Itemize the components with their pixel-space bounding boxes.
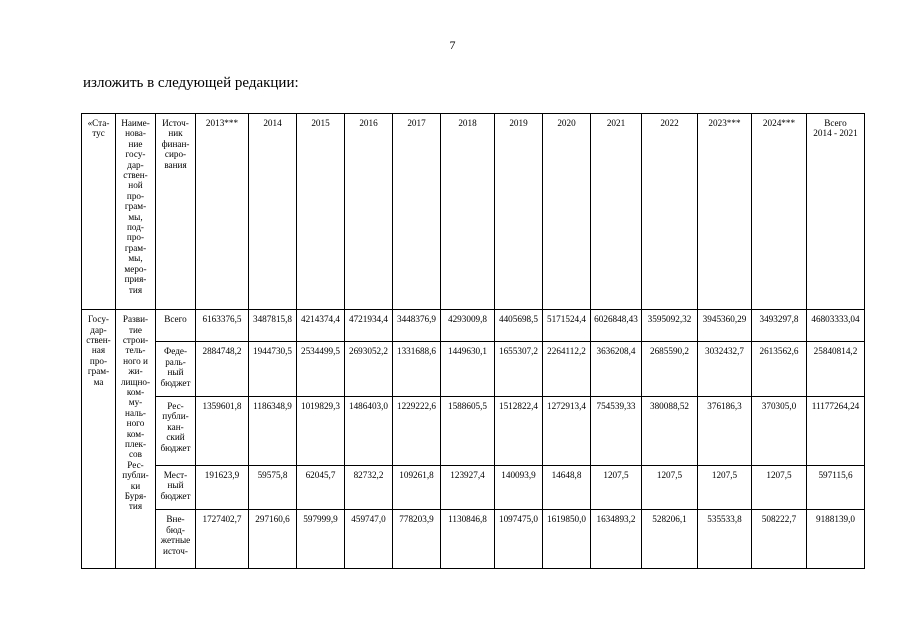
value-cell: 1634893,2 xyxy=(591,510,642,569)
value-cell: 1512822,4 xyxy=(495,397,543,466)
value-cell: 1229222,6 xyxy=(393,397,441,466)
column-header: 2020 xyxy=(543,114,591,310)
value-cell: 3636208,4 xyxy=(591,342,642,397)
value-cell: 11177264,24 xyxy=(807,397,865,466)
value-cell: 5171524,4 xyxy=(543,310,591,342)
value-cell: 1727402,7 xyxy=(196,510,249,569)
table-row xyxy=(82,342,865,397)
value-cell: 3032432,7 xyxy=(698,342,752,397)
value-cell: 1619850,0 xyxy=(543,510,591,569)
value-cell: 109261,8 xyxy=(393,465,441,509)
value-cell: 1944730,5 xyxy=(249,342,297,397)
value-cell: 6026848,43 xyxy=(591,310,642,342)
column-header: «Ста- тус xyxy=(82,114,116,310)
value-cell: 297160,6 xyxy=(249,510,297,569)
value-cell: 6163376,5 xyxy=(196,310,249,342)
value-cell: 1186348,9 xyxy=(249,397,297,466)
value-cell: 597999,9 xyxy=(297,510,345,569)
value-cell: 2534499,5 xyxy=(297,342,345,397)
value-cell: 9188139,0 xyxy=(807,510,865,569)
value-cell: 778203,9 xyxy=(393,510,441,569)
funding-source-cell: Рес- публи- кан- ский бюджет xyxy=(156,397,196,466)
value-cell: 1019829,3 xyxy=(297,397,345,466)
table-row xyxy=(82,510,865,569)
value-cell: 59575,8 xyxy=(249,465,297,509)
table-header-row xyxy=(82,114,865,310)
funding-source-cell: Феде- раль- ный бюджет xyxy=(156,342,196,397)
value-cell: 4214374,4 xyxy=(297,310,345,342)
value-cell: 123927,4 xyxy=(441,465,495,509)
column-header: 2022 xyxy=(642,114,698,310)
funding-source-cell: Мест- ный бюджет xyxy=(156,465,196,509)
table-row xyxy=(82,310,865,342)
value-cell: 2693052,2 xyxy=(345,342,393,397)
value-cell: 1097475,0 xyxy=(495,510,543,569)
value-cell: 1207,5 xyxy=(752,465,807,509)
table-row xyxy=(82,465,865,509)
value-cell: 62045,7 xyxy=(297,465,345,509)
column-header: Наиме- нова- ние госу- дар- ствен- ной про- грам- мы, под- про- грам- мы, меро- прия- тия xyxy=(116,114,156,310)
column-header: 2017 xyxy=(393,114,441,310)
value-cell: 140093,9 xyxy=(495,465,543,509)
value-cell: 535533,8 xyxy=(698,510,752,569)
column-header: 2019 xyxy=(495,114,543,310)
program-name-cell: Разви- тие строи- тель- ного и жи- лищно- ком- му- наль- ного ком- плек- сов Рес- публи- ки Буря- тия xyxy=(116,310,156,569)
column-header: Всего 2014 - 2021 xyxy=(807,114,865,310)
status-cell: Госу- дар- ствен- ная про- грам- ма xyxy=(82,310,116,569)
value-cell: 459747,0 xyxy=(345,510,393,569)
value-cell: 376186,3 xyxy=(698,397,752,466)
value-cell: 1207,5 xyxy=(591,465,642,509)
value-cell: 1359601,8 xyxy=(196,397,249,466)
funding-source-cell: Всего xyxy=(156,310,196,342)
value-cell: 1207,5 xyxy=(642,465,698,509)
funding-source-cell: Вне- бюд- жетные источ- xyxy=(156,510,196,569)
value-cell: 3595092,32 xyxy=(642,310,698,342)
value-cell: 754539,33 xyxy=(591,397,642,466)
value-cell: 3487815,8 xyxy=(249,310,297,342)
value-cell: 1272913,4 xyxy=(543,397,591,466)
value-cell: 1207,5 xyxy=(698,465,752,509)
value-cell: 25840814,2 xyxy=(807,342,865,397)
funding-table xyxy=(81,113,865,569)
column-header: 2024*** xyxy=(752,114,807,310)
value-cell: 1331688,6 xyxy=(393,342,441,397)
value-cell: 4293009,8 xyxy=(441,310,495,342)
column-header: 2015 xyxy=(297,114,345,310)
page-number: 7 xyxy=(449,38,456,52)
value-cell: 380088,52 xyxy=(642,397,698,466)
value-cell: 4721934,4 xyxy=(345,310,393,342)
column-header: 2013*** xyxy=(196,114,249,310)
value-cell: 2264112,2 xyxy=(543,342,591,397)
value-cell: 2685590,2 xyxy=(642,342,698,397)
value-cell: 1449630,1 xyxy=(441,342,495,397)
column-header: 2014 xyxy=(249,114,297,310)
value-cell: 4405698,5 xyxy=(495,310,543,342)
value-cell: 191623,9 xyxy=(196,465,249,509)
table-row xyxy=(82,397,865,466)
value-cell: 370305,0 xyxy=(752,397,807,466)
value-cell: 1130846,8 xyxy=(441,510,495,569)
value-cell: 597115,6 xyxy=(807,465,865,509)
column-header: 2023*** xyxy=(698,114,752,310)
column-header: 2018 xyxy=(441,114,495,310)
value-cell: 82732,2 xyxy=(345,465,393,509)
value-cell: 2613562,6 xyxy=(752,342,807,397)
value-cell: 1655307,2 xyxy=(495,342,543,397)
value-cell: 3448376,9 xyxy=(393,310,441,342)
column-header: Источ- ник финан- сиро- вания xyxy=(156,114,196,310)
value-cell: 508222,7 xyxy=(752,510,807,569)
section-heading: изложить в следующей редакции: xyxy=(83,75,299,91)
column-header: 2021 xyxy=(591,114,642,310)
value-cell: 14648,8 xyxy=(543,465,591,509)
value-cell: 3945360,29 xyxy=(698,310,752,342)
column-header: 2016 xyxy=(345,114,393,310)
value-cell: 1588605,5 xyxy=(441,397,495,466)
value-cell: 3493297,8 xyxy=(752,310,807,342)
value-cell: 46803333,04 xyxy=(807,310,865,342)
value-cell: 1486403,0 xyxy=(345,397,393,466)
value-cell: 528206,1 xyxy=(642,510,698,569)
value-cell: 2884748,2 xyxy=(196,342,249,397)
